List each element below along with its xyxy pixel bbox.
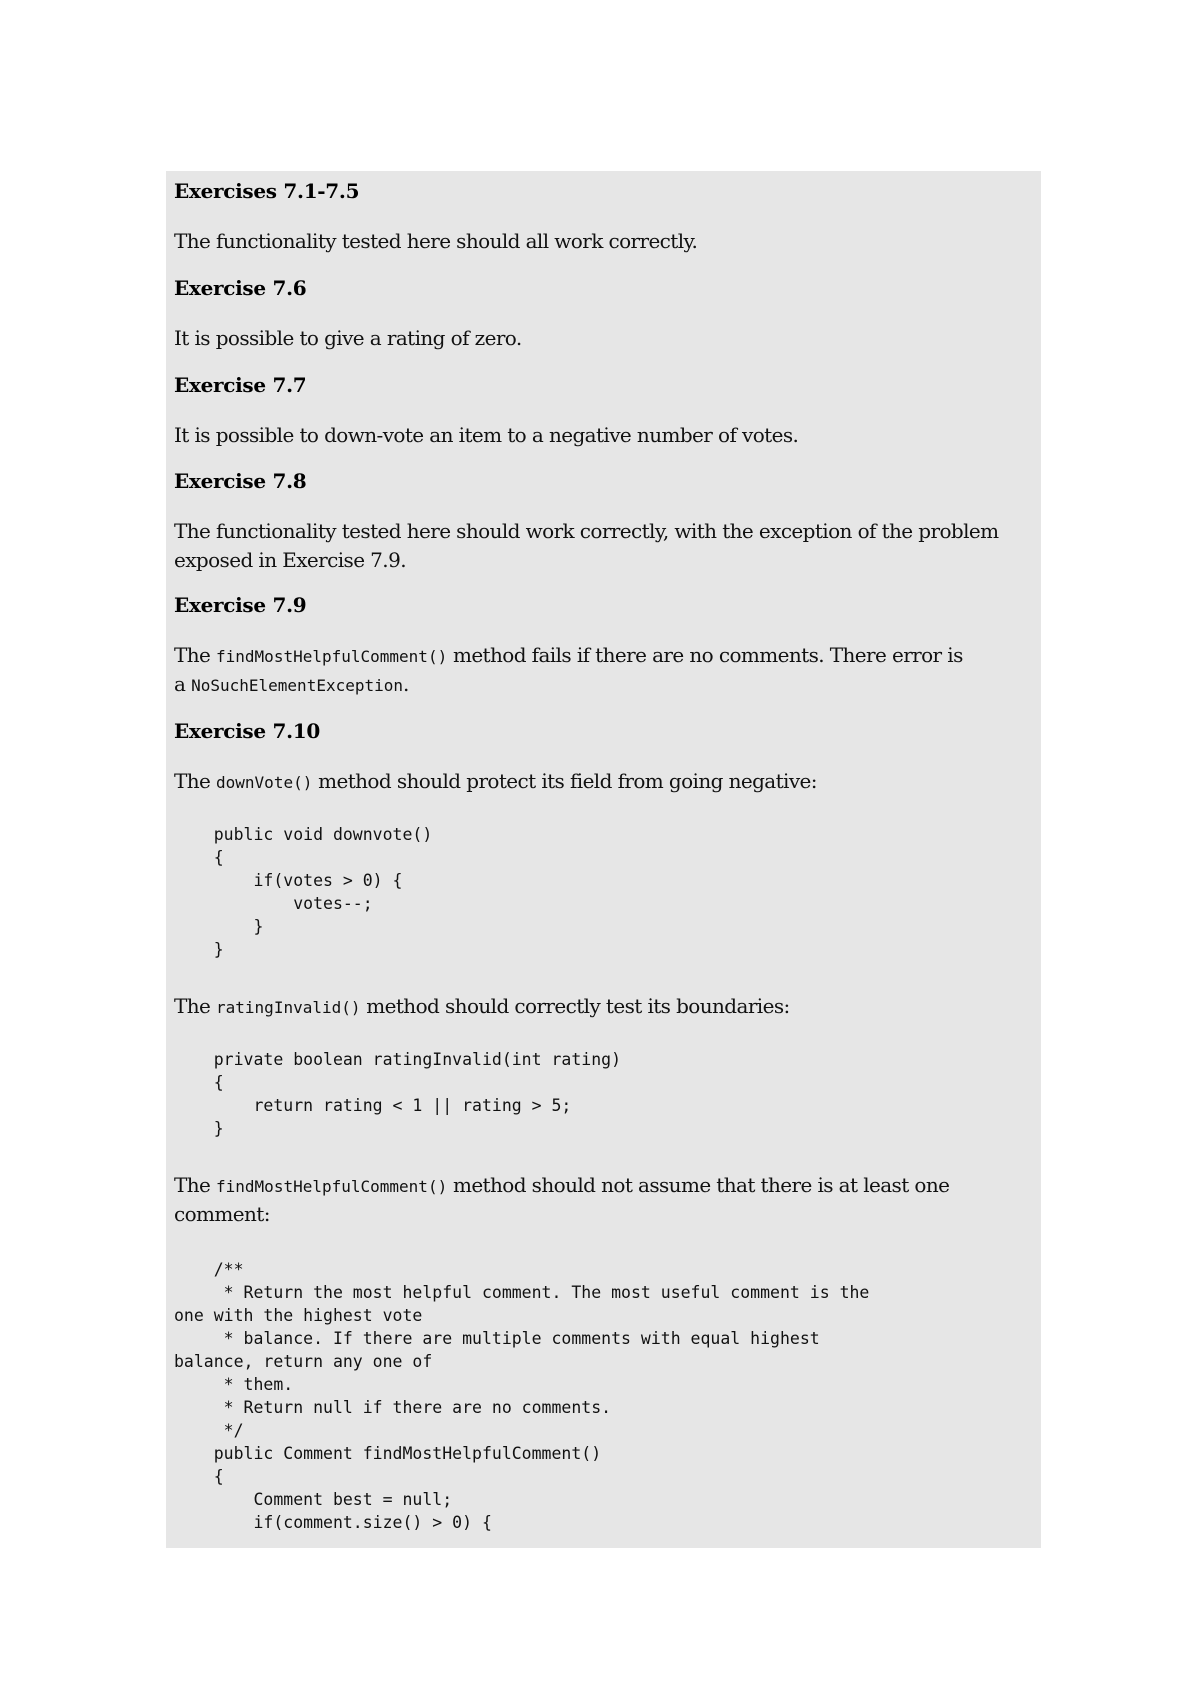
section-heading: Exercise 7.6 [174,276,307,300]
inline-code: findMostHelpfulComment() [216,1177,448,1196]
section-text: It is possible to give a rating of zero. [174,326,522,350]
text-fragment: The [174,1173,217,1197]
text-fragment: method should protect its field from going negative: [312,769,817,793]
section-text: It is possible to down-vote an item to a negative number of votes. [174,423,799,447]
section-heading: Exercise 7.8 [174,469,307,493]
section-text: The functionality tested here should work correctly, with the exception of the problem exposed in Exercise 7.9. [174,519,999,572]
text-fragment: The [174,643,217,667]
section-heading: Exercise 7.7 [174,373,307,397]
text-fragment: a [174,672,192,696]
section-heading: Exercise 7.10 [174,719,320,743]
section-text-line: comment: [174,1202,270,1226]
section-text: The functionality tested here should all work correctly. [174,229,698,253]
section-heading: Exercise 7.9 [174,593,307,617]
inline-code: findMostHelpfulComment() [216,647,448,666]
section-text-line [174,992,790,1022]
text-fragment: The [174,769,217,793]
section-heading: Exercises 7.1-7.5 [174,179,360,203]
text-fragment: The [174,994,217,1018]
text-fragment: method fails if there are no comments. There error is [447,643,963,667]
text-fragment: . [403,672,409,696]
inline-code: downVote() [216,773,313,792]
section-text-line [174,670,409,700]
document-panel [166,171,1041,1548]
section-text-line [174,767,817,797]
inline-code: NoSuchElementException [191,676,404,695]
inline-code: ratingInvalid() [216,998,361,1017]
text-fragment: method should not assume that there is at least one [447,1173,950,1197]
section-text-line [174,641,963,671]
code-block: public void downvote() { if(votes > 0) { votes--; } } [213,825,433,959]
code-block: private boolean ratingInvalid(int rating) { return rating < 1 || rating > 5; } [213,1050,622,1138]
section-text-line [174,1171,949,1201]
text-fragment: method should correctly test its boundaries: [360,994,790,1018]
code-block: /** * Return the most helpful comment. The most useful comment is the one with the highest vote * balance. If there are multiple comments with equal highest balance, return any one of * them. * Return null if there are no comments. */ public Comment findMostHelpfulComment() { Comment best = null; if(comment.size() > 0) { [174,1260,870,1532]
